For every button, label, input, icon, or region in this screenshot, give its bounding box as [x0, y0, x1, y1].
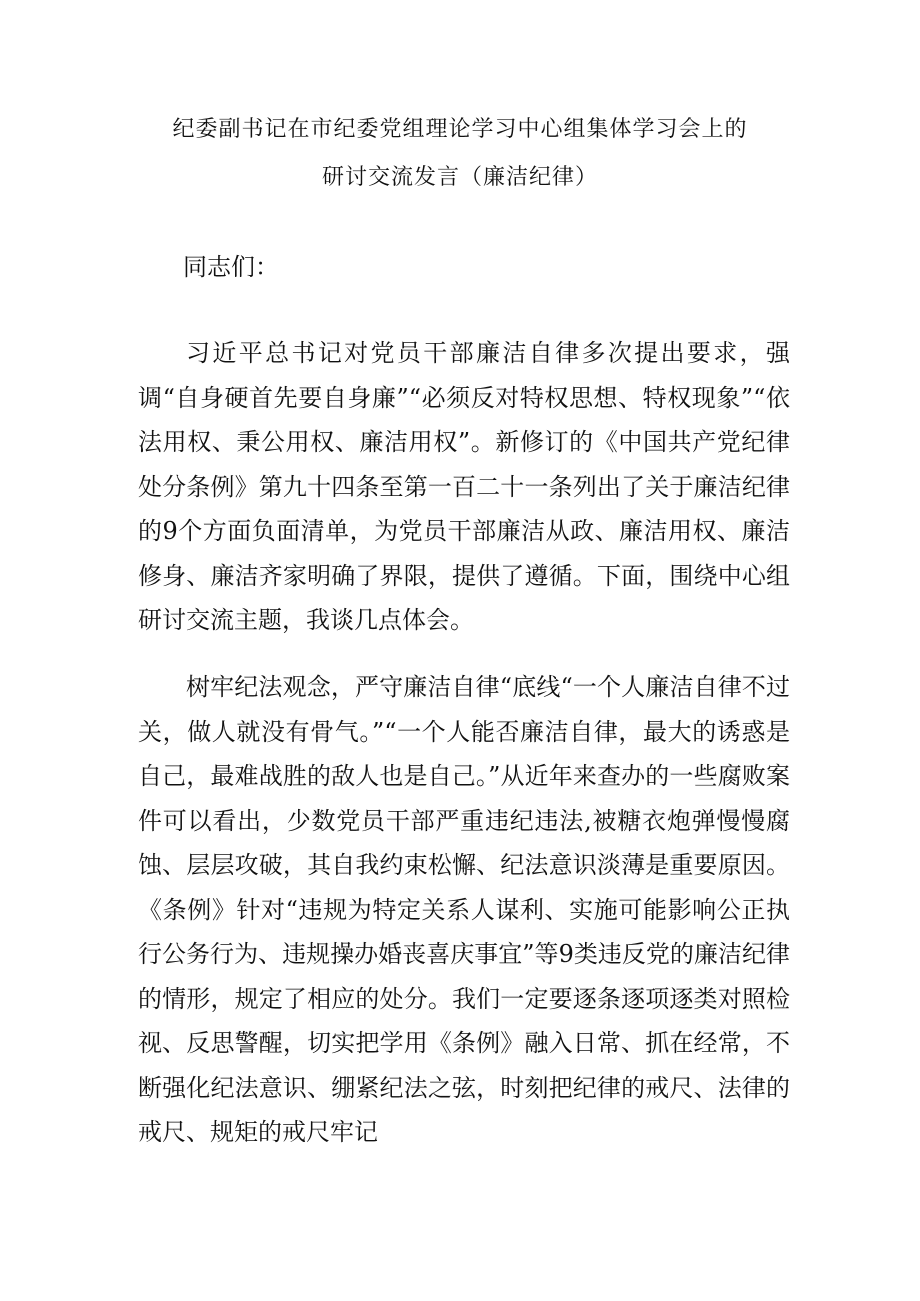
- salutation: 同志们：: [183, 253, 279, 281]
- paragraph-discipline: 树牢纪法观念，严守廉洁自律“底线“一个人廉洁自律不过关，做人就没有骨气。”“一个人能否廉洁自律，最大的诱惑是自己，最难战胜的敌人也是自己。”从近年来查办的一些腐败案件可以看出，少数党员干部严重违纪违法,被糖衣炮弹慢慢腐蚀、层层攻破，其自我约束松懈、纪法意识淡薄是重要原因。《条例》针对“违规为特定关系人谋利、实施可能影响公正执行公务行为、违规操办婚丧喜庆事宜”等9类违反党的廉洁纪律的情形，规定了相应的处分。我们一定要逐条逐项逐类对照检视、反思警醒，切实把学用《条例》融入日常、抓在经常，不断强化纪法意识、绷紧纪法之弦，时刻把纪律的戒尺、法律的戒尺、规矩的戒尺牢记: [138, 673, 790, 1146]
- document-title-line-2: 研讨交流发言（廉洁纪律）: [321, 165, 598, 190]
- document-title-line-1: 纪委副书记在市纪委党组理论学习中心组集体学习会上的: [172, 117, 748, 142]
- paragraph-intro: 习近平总书记对党员干部廉洁自律多次提出要求，强调“自身硬首先要自身廉”“必须反对特权思想、特权现象”“依法用权、秉公用权、廉洁用权”。新修订的《中国共产党纪律处分条例》第九十四条至第一百二十一条列出了关于廉洁纪律的9个方面负面清单，为党员干部廉洁从政、廉洁用权、廉洁修身、廉洁齐家明确了界限，提供了遵循。下面，围绕中心组研讨交流主题，我谈几点体会。: [138, 339, 790, 634]
